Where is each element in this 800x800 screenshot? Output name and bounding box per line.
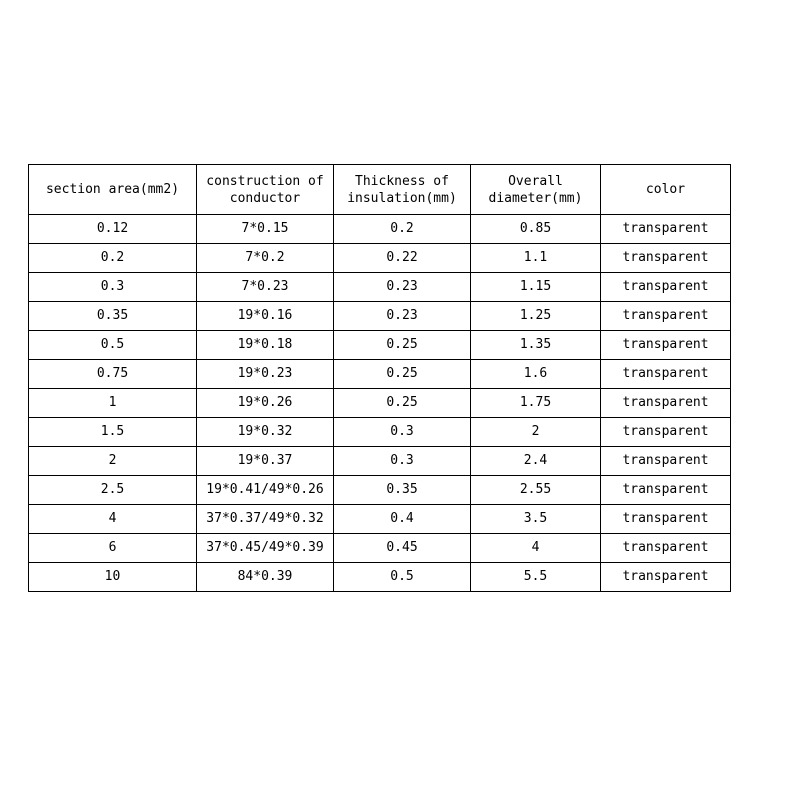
cell-section-area: 0.12: [29, 215, 197, 244]
cell-construction: 19*0.26: [197, 389, 334, 418]
cell-construction: 7*0.2: [197, 244, 334, 273]
header-row: [29, 165, 731, 215]
cell-section-area: 2: [29, 447, 197, 476]
cell-color: transparent: [601, 476, 731, 505]
table-row: [29, 302, 731, 331]
cell-section-area: 6: [29, 534, 197, 563]
cell-section-area: 4: [29, 505, 197, 534]
cell-insulation-thickness: 0.35: [334, 476, 471, 505]
cell-construction: 7*0.15: [197, 215, 334, 244]
cell-overall-diameter: 2.4: [471, 447, 601, 476]
cell-overall-diameter: 4: [471, 534, 601, 563]
cell-section-area: 0.5: [29, 331, 197, 360]
cell-color: transparent: [601, 302, 731, 331]
cell-insulation-thickness: 0.25: [334, 360, 471, 389]
table-row: [29, 331, 731, 360]
cell-construction: 19*0.23: [197, 360, 334, 389]
table-row: [29, 534, 731, 563]
cell-construction: 84*0.39: [197, 563, 334, 592]
cell-color: transparent: [601, 244, 731, 273]
cell-section-area: 0.2: [29, 244, 197, 273]
cell-color: transparent: [601, 418, 731, 447]
cell-color: transparent: [601, 273, 731, 302]
header-section-area: section area(mm2): [29, 165, 197, 215]
table-row: [29, 563, 731, 592]
table-row: [29, 418, 731, 447]
cell-overall-diameter: 1.6: [471, 360, 601, 389]
cell-insulation-thickness: 0.23: [334, 273, 471, 302]
cell-color: transparent: [601, 447, 731, 476]
table-row: [29, 476, 731, 505]
cell-section-area: 2.5: [29, 476, 197, 505]
cell-overall-diameter: 1.75: [471, 389, 601, 418]
cell-overall-diameter: 1.15: [471, 273, 601, 302]
cell-construction: 7*0.23: [197, 273, 334, 302]
cell-section-area: 1.5: [29, 418, 197, 447]
header-construction: construction of conductor: [197, 165, 334, 215]
table-row: [29, 244, 731, 273]
cell-section-area: 0.35: [29, 302, 197, 331]
cell-color: transparent: [601, 389, 731, 418]
table-row: [29, 447, 731, 476]
cell-overall-diameter: 1.1: [471, 244, 601, 273]
cell-construction: 19*0.18: [197, 331, 334, 360]
cell-construction: 19*0.16: [197, 302, 334, 331]
cell-construction: 19*0.32: [197, 418, 334, 447]
cell-overall-diameter: 3.5: [471, 505, 601, 534]
cell-insulation-thickness: 0.23: [334, 302, 471, 331]
cell-section-area: 0.75: [29, 360, 197, 389]
cell-overall-diameter: 5.5: [471, 563, 601, 592]
table-row: [29, 273, 731, 302]
table-row: [29, 215, 731, 244]
header-insulation-thickness: Thickness of insulation(mm): [334, 165, 471, 215]
header-overall-diameter: Overall diameter(mm): [471, 165, 601, 215]
table-body: [29, 215, 731, 592]
cell-insulation-thickness: 0.4: [334, 505, 471, 534]
cell-insulation-thickness: 0.45: [334, 534, 471, 563]
cell-overall-diameter: 0.85: [471, 215, 601, 244]
cell-overall-diameter: 2: [471, 418, 601, 447]
table-row: [29, 389, 731, 418]
cell-insulation-thickness: 0.5: [334, 563, 471, 592]
cell-insulation-thickness: 0.25: [334, 331, 471, 360]
cell-color: transparent: [601, 215, 731, 244]
cell-construction: 19*0.41/49*0.26: [197, 476, 334, 505]
table-row: [29, 505, 731, 534]
cell-overall-diameter: 1.25: [471, 302, 601, 331]
cell-color: transparent: [601, 505, 731, 534]
cell-overall-diameter: 1.35: [471, 331, 601, 360]
cable-spec-table: [28, 164, 731, 592]
table-row: [29, 360, 731, 389]
cell-construction: 37*0.37/49*0.32: [197, 505, 334, 534]
cell-section-area: 0.3: [29, 273, 197, 302]
cell-construction: 19*0.37: [197, 447, 334, 476]
header-color: color: [601, 165, 731, 215]
cell-construction: 37*0.45/49*0.39: [197, 534, 334, 563]
cell-insulation-thickness: 0.22: [334, 244, 471, 273]
cell-insulation-thickness: 0.3: [334, 418, 471, 447]
cell-insulation-thickness: 0.3: [334, 447, 471, 476]
cell-section-area: 1: [29, 389, 197, 418]
cell-color: transparent: [601, 360, 731, 389]
cell-insulation-thickness: 0.25: [334, 389, 471, 418]
cell-overall-diameter: 2.55: [471, 476, 601, 505]
cell-color: transparent: [601, 331, 731, 360]
cell-color: transparent: [601, 563, 731, 592]
cell-insulation-thickness: 0.2: [334, 215, 471, 244]
cell-color: transparent: [601, 534, 731, 563]
cell-section-area: 10: [29, 563, 197, 592]
